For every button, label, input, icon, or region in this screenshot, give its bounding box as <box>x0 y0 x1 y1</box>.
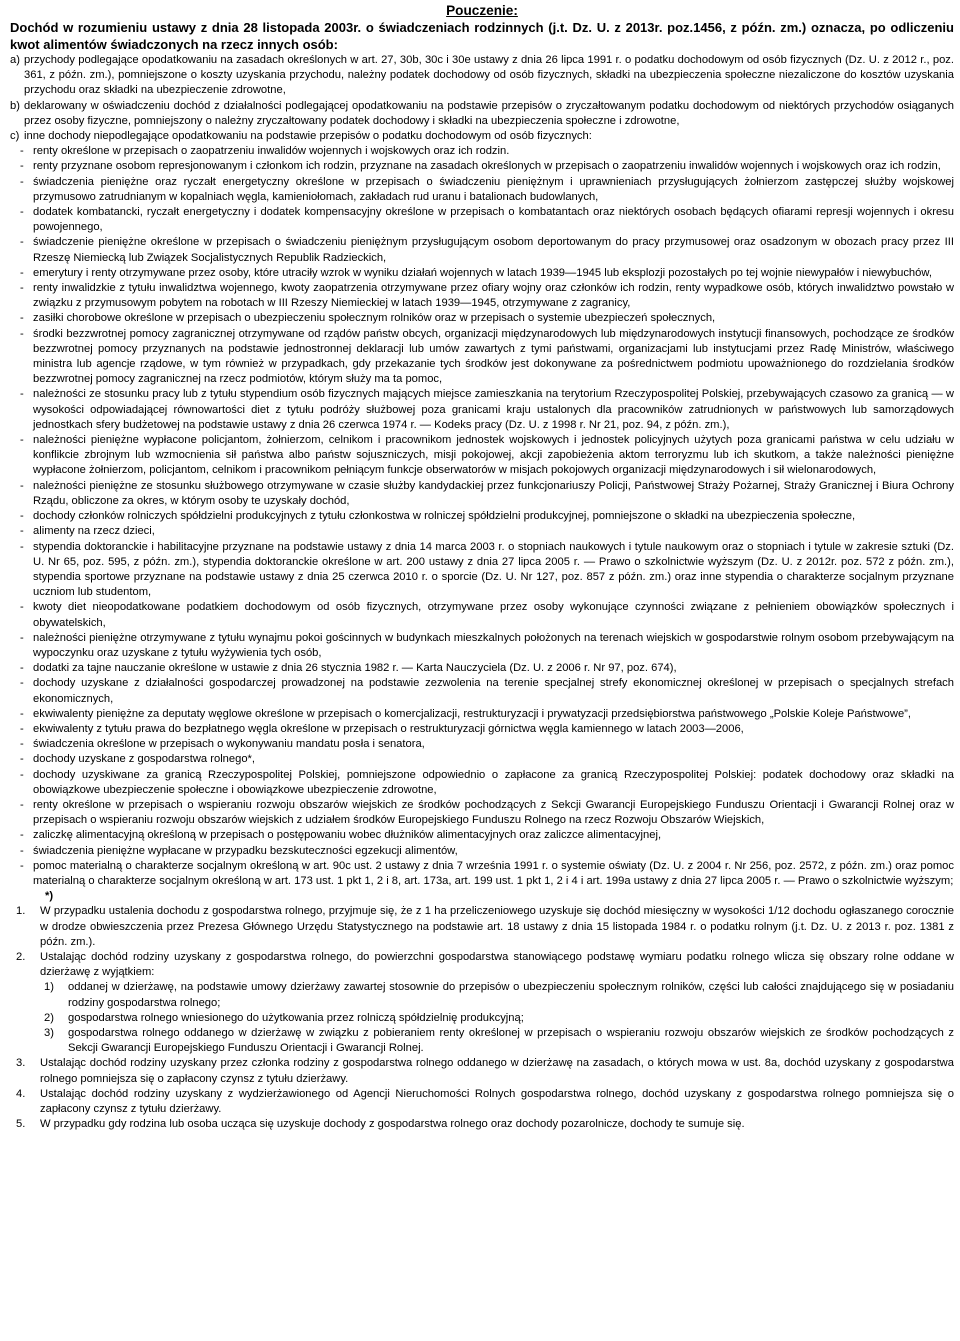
numbered-paragraph-marker: 2. <box>16 950 26 963</box>
definition-intro <box>10 19 954 53</box>
income-list-item-marker: - <box>20 388 24 401</box>
income-list-item <box>10 175 954 205</box>
definition-item-marker: a) <box>10 54 20 66</box>
income-list-item-text: zasiłki chorobowe określone w przepisach o ubezpieczeniu społecznym rolników oraz w przepisach o systemie ubezpieczeń społecznych, <box>33 312 716 325</box>
income-list-item <box>10 828 954 843</box>
income-list-item-text: ekwiwalenty z tytułu prawa do bezpłatnego węgla określone w przepisach o restrukturyzacji górnictwa węgla kamiennego w latach 2003—2006, <box>33 722 744 735</box>
income-list-item-marker: - <box>20 175 24 188</box>
income-list-item-text: świadczenia pieniężne oraz ryczałt energetyczny określone w przepisach o świadczeniu pieniężnym i uprawnieniach przysługujących żołnierzom zastępczej służby wojskowej przymusowo zatrudnianym w kopalniach węgla, kamieniołomach, zakładach rud uranu i batalionach budowlanych, <box>33 175 954 203</box>
exception-item-marker: 2) <box>44 1011 54 1024</box>
numbered-paragraph-marker: 1. <box>16 905 26 918</box>
exception-item-marker: 1) <box>44 981 54 994</box>
exception-item-text: oddanej w dzierżawę, na podstawie umowy dzierżawy zawartej stosownie do przepisów o ubezpieczeniu społecznym rolników, części lub całości znajdującego się w posiadaniu rodziny gospodarstwa rolnego; <box>68 981 954 1009</box>
exception-item <box>10 1011 954 1026</box>
income-list-item-text: pomoc materialną o charakterze socjalnym określoną w art. 90c ust. 2 ustawy z dnia 7 września 1991 r. o systemie oświaty (Dz. U. z 2004 r. Nr 256, poz. 2572, z późn. zm.) oraz pomoc materialną o charakterze socjalnym określoną w art. 173 ust. 1 pkt 1, 2 i 8, art. 173a, art. 199 ust. 1 pkt 1, 2 i 4 i art. 199a ustawy z dnia 27 lipca 2005 r. — Prawo o szkolnictwie wyższym; <box>33 859 954 887</box>
income-list-item <box>10 752 954 767</box>
income-list-item-marker: - <box>20 844 24 857</box>
income-list-item-marker: - <box>20 479 24 492</box>
numbered-paragraph <box>10 1087 954 1117</box>
income-list-item-text: dochody uzyskane z gospodarstwa rolnego*, <box>33 753 256 766</box>
numbered-paragraph-marker: 3. <box>16 1057 26 1070</box>
income-list-item-marker: - <box>20 753 24 766</box>
income-list-item-text: ekwiwalenty pieniężne za deputaty węglowe określone w przepisach o komercjalizacji, restrukturyzacji i prywatyzacji przedsiębiorstwa państwowego „Polskie Koleje Państwowe”, <box>33 707 911 720</box>
definition-item-marker: c) <box>10 130 20 143</box>
income-list-item-marker: - <box>20 434 24 447</box>
income-list-item <box>10 540 954 601</box>
income-list-item <box>10 433 954 479</box>
income-list-item <box>10 859 954 889</box>
definition-item-text: deklarowany w oświadczeniu dochód z działalności podlegającej opodatkowaniu na podstawie przepisów o zryczałtowanym podatku dochodowym od niektórych przychodów osiąganych przez osoby fizyczne, pomniejszony o należny zryczałtowany podatek dochodowy i składki na ubezpieczenia społeczne i zdrowotne, <box>24 99 954 127</box>
definition-item <box>10 99 954 129</box>
income-list-item-text: należności ze stosunku pracy lub z tytułu stypendium osób fizycznych mających miejsce zamieszkania na terytorium Rzeczypospolitej Polskiej, przebywających czasowo za granicą — w wysokości odpowiadającej równowartości diet z tytułu podróży służbowej poza granicami kraju ustalonych dla pracowników zatrudnionych w państwowych lub samorządowych jednostkach sfery budżetowej na podstawie ustawy z dnia 26 czerwca 1974 r. — Kodeks pracy (Dz. U. z 1998 r. Nr 21, poz. 94, z późn. zm.), <box>33 388 954 431</box>
income-list-item-text: zaliczkę alimentacyjną określoną w przepisach o postępowaniu wobec dłużników alimentacyjnych oraz zaliczce alimentacyjnej, <box>33 829 662 842</box>
definition-item-text: inne dochody niepodlegające opodatkowaniu na podstawie przepisów o podatku dochodowym od osób fizycznych: <box>24 130 592 143</box>
income-list-item-marker: - <box>20 601 24 614</box>
income-list-item-text: środki bezzwrotnej pomocy zagranicznej otrzymywane od rządów państw obcych, organizacji międzynarodowych lub międzynarodowych instytucji finansowych, pochodzące ze środków bezzwrotnej pomocy przyznanych na podstawie jednostronnej deklaracji lub umów zawartych z tymi państwami, organizacjami lub instytucjami przez Radę Ministrów, właściwego ministra lub agencje rządowe, w tym również w przypadkach, gdy przekazanie tych środków jest dokonywane za pośrednictwem podmiotu upoważnionego do rozdzielania środków bezzwrotnej pomocy zagranicznej na rzecz podmiotów, którym służy ma ta pomoc, <box>33 327 954 386</box>
exception-item <box>10 1026 954 1056</box>
income-list-item-marker: - <box>20 236 24 249</box>
income-list-item-text: renty określone w przepisach o wspieraniu rozwoju obszarów wiejskich ze środków pochodzących z Sekcji Gwarancji Europejskiego Funduszu Orientacji i Gwarancji Rolnej oraz w przepisach o wspieraniu rozwoju obszarów wiejskich z udziałem środków Europejskiego Funduszu Rolnego na rzecz Rozwoju Obszarów Wiejskich, <box>33 798 954 827</box>
income-list-item-marker: - <box>20 312 24 325</box>
income-list-item-marker: - <box>20 525 24 538</box>
income-list-item-text: stypendia doktoranckie i habilitacyjne przyznane na podstawie ustawy z dnia 14 marca 2003 r. o stopniach naukowych i tytule naukowym oraz o stopniach i tytule w zakresie sztuki (Dz. U. Nr 65, poz. 595, z późn. zm.), stypendia doktoranckie określone w art. 200 ustawy z dnia 27 lipca 2005 r. — Prawo o szkolnictwie wyższym (Dz. U. z 2012r. poz. 572 z późn. zm.), stypendia sportowe przyznane na podstawie ustawy z dnia 25 czerwca 2010 r. o sporcie (Dz. U. Nr 127, poz. 857 z późn. zm.) oraz inne stypendia o charakterze socjalnym przyznane uczniom lub studentom, <box>33 540 954 599</box>
page-title: Pouczenie: <box>446 3 518 18</box>
income-list-item-marker: - <box>20 160 24 173</box>
income-list-item-marker: - <box>20 738 24 751</box>
income-list-item <box>10 327 954 388</box>
numbered-paragraph-marker: 5. <box>16 1118 26 1131</box>
income-list-item-marker: - <box>20 798 24 811</box>
income-list-item-marker: - <box>20 768 24 781</box>
income-list-item <box>10 281 954 311</box>
income-list-item-text: emerytury i renty otrzymywane przez osoby, które utraciły wzrok w wyniku działań wojennych w latach 1939—1945 lub eksplozji pozostałych po tej wojnie niewypałów i niewybuchów, <box>33 266 932 279</box>
income-list-item-text: kwoty diet nieopodatkowane podatkiem dochodowym od osób fizycznych, otrzymywane przez osoby wykonujące czynności związane z pełnieniem obowiązków społecznych i obywatelskich, <box>33 601 954 629</box>
income-list-item-text: świadczenia pieniężne wypłacane w przypadku bezskuteczności egzekucji alimentów, <box>33 844 458 857</box>
income-list-item-text: renty określone w przepisach o zaopatrzeniu inwalidów wojennych i wojskowych oraz ich rodzin. <box>33 145 510 158</box>
definition-item <box>10 129 954 144</box>
numbered-paragraph-text: W przypadku ustalenia dochodu z gospodarstwa rolnego, przyjmuje się, że z 1 ha przeliczeniowego uzyskuje się dochód miesięczny w wysokości 1/12 dochodu ogłaszanego corocznie w drodze obwieszczenia przez Prezesa Głównego Urzędu Statystycznego na podstawie art. 18 ustawy z dnia 15 listopada 1984 r. o podatku rolnym (j.t. Dz. U. z 2013 r. poz. 1381 z późn. zm.). <box>40 905 954 948</box>
footnote-marker: *) <box>45 890 54 903</box>
income-list-item <box>10 235 954 265</box>
numbered-paragraph-text: W przypadku gdy rodzina lub osoba ucząca się uzyskuje dochody z gospodarstwa rolnego oraz dochody pozarolnicze, dochody te sumuje się. <box>40 1118 745 1131</box>
income-list-item-text: należności pieniężne otrzymywane z tytułu wynajmu pokoi gościnnych w budynkach mieszkalnych położonych na terenach wiejskich w gospodarstwie rolnym osobom przebywającym na wypoczynku oraz uzyskane z tytułu wyżywienia tych osób, <box>33 631 954 659</box>
income-list-item <box>10 311 954 326</box>
income-list-item <box>10 631 954 661</box>
income-list-item-text: alimenty na rzecz dzieci, <box>33 525 155 538</box>
definition-item-marker: b) <box>10 99 20 112</box>
income-list-item-text: należności pieniężne wypłacone policjantom, żołnierzom, celnikom i pracownikom jednostek wojskowych i jednostek policyjnych użytych poza granicami państwa w celu udziału w konflikcie zbrojnym lub wzmocnienia sił państwa albo państw sojuszniczych, misji pokojowej, akcji zapobieżenia aktom terroryzmu lub ich skutkom, a także należności pieniężne wypłacone żołnierzom, policjantom, celnikom i pracownikom pełniącym funkcje obserwatorów w misjach pokojowych organizacji międzynarodowych i sił wielonarodowych, <box>33 434 954 477</box>
income-list-item <box>10 509 954 524</box>
income-list-item-marker: - <box>20 662 24 675</box>
document-body <box>10 53 954 1132</box>
income-list-item <box>10 844 954 859</box>
income-list-item <box>10 600 954 630</box>
income-list-item <box>10 144 954 159</box>
income-list-item-marker: - <box>20 677 24 690</box>
numbered-paragraph <box>10 1117 954 1132</box>
income-list-item-text: dochody członków rolniczych spółdzielni produkcyjnych z tytułu członkostwa w rolniczej spółdzielni produkcyjnej, pomniejszone o składki na ubezpieczenia społeczne, <box>33 510 856 523</box>
income-list-item <box>10 737 954 752</box>
income-list-item-marker: - <box>20 631 24 644</box>
income-list-item-marker: - <box>20 510 24 523</box>
exception-item-text: gospodarstwa rolnego oddanego w dzierżawę w związku z pobieraniem renty określonej w przepisach o wspieraniu rozwoju obszarów wiejskich ze środków pochodzących z Sekcji Gwarancji Europejskiego Funduszu Orientacji i Gwarancji Rolnej. <box>68 1027 954 1055</box>
income-list-item <box>10 707 954 722</box>
income-list-item <box>10 722 954 737</box>
income-list-item <box>10 205 954 235</box>
exception-item-text: gospodarstwa rolnego wniesionego do użytkowania przez rolniczą spółdzielnię produkcyjną; <box>68 1011 524 1024</box>
income-list-item-marker: - <box>20 266 24 279</box>
income-list-item-text: dodatki za tajne nauczanie określone w ustawie z dnia 26 stycznia 1982 r. — Karta Nauczyciela (Dz. U. z 2006 r. Nr 97, poz. 674), <box>33 662 677 675</box>
numbered-paragraph <box>10 950 954 980</box>
document-page <box>0 2 960 1341</box>
income-list-item-marker: - <box>20 327 24 340</box>
income-list-item-marker: - <box>20 707 24 720</box>
income-list-item <box>10 266 954 281</box>
income-list-item <box>10 479 954 509</box>
income-list-item-text: świadczenie pieniężne określone w przepisach o świadczeniu pieniężnym przysługującym osobom deportowanym do pracy przymusowej oraz osadzonym w obozach pracy przez III Rzeszę Niemiecką lub Związek Socjalistycznych Republik Radzieckich, <box>33 236 954 264</box>
income-list-item <box>10 524 954 539</box>
income-list-item <box>10 798 954 828</box>
income-list-item-marker: - <box>20 829 24 842</box>
definition-item-text: przychody podlegające opodatkowaniu na zasadach określonych w art. 27, 30b, 30c i 30e ustawy z dnia 26 lipca 1991 r. o podatku dochodowym od osób fizycznych (Dz. U. z 2012 r., poz. 361, z późn. zm.), pomniejszone o koszty uzyskania przychodu, należny podatek dochodowy od osób fizycznych, składki na ubezpieczenia społeczne niezaliczone do kosztów uzyskania przychodu oraz składki na ubezpieczenie zdrowotne, <box>24 54 954 97</box>
income-list-item <box>10 768 954 798</box>
income-list-item-marker: - <box>20 722 24 735</box>
numbered-paragraph <box>10 1056 954 1086</box>
numbered-paragraph-text: Ustalając dochód rodziny uzyskany przez członka rodziny z gospodarstwa rolnego oddanego w dzierżawę na zasadach, o których mowa w ust. 8a, dochód uzyskany z gospodarstwa rolnego pomniejsza się o zapłacony czynsz z tytułu dzierżawy. <box>40 1057 954 1085</box>
income-list-item-marker: - <box>20 282 24 295</box>
income-list-item-marker: - <box>20 145 24 158</box>
income-list-item <box>10 387 954 433</box>
income-list-item-text: świadczenia określone w przepisach o wykonywaniu mandatu posła i senatora, <box>33 738 425 751</box>
numbered-paragraph-text: Ustalając dochód rodziny uzyskany z wydzierżawionego od Agencji Nieruchomości Rolnych gospodarstwa rolnego, dochód uzyskany z gospodarstwa rolnego pomniejsza się o zapłacony czynsz z tytułu dzierżawy. <box>40 1087 954 1116</box>
income-list-item-text: renty przyznane osobom represjonowanym i członkom ich rodzin, przyznane na zasadach określonych w przepisach o zaopatrzeniu inwalidów wojennych i wojskowych oraz ich rodzin, <box>33 160 941 173</box>
income-list-item-marker: - <box>20 206 24 219</box>
numbered-paragraph-text: Ustalając dochód rodziny uzyskany z gospodarstwa rolnego, do powierzchni gospodarstwa stanowiącego podstawę wymiaru podatku rolnego wlicza się obszary rolne oddane w dzierżawę z wyjątkiem: <box>40 950 954 979</box>
numbered-paragraph <box>10 904 954 950</box>
intro-text: Dochód w rozumieniu ustawy z dnia 28 listopada 2003r. o świadczeniach rodzinnych (j.t. Dz. U. z 2013r. poz.1456, z późn. zm.) oznacza, po odliczeniu kwot alimentów świadczonych na rzecz innych osób: <box>10 20 954 52</box>
income-list-item <box>10 661 954 676</box>
income-list-item-text: dochody uzyskiwane za granicą Rzeczypospolitej Polskiej, pomniejszone odpowiednio o zapłacone za granicą Rzeczypospolitej Polskiej: podatek dochodowy oraz składki na obowiązkowe ubezpieczenie społeczne i obowiązkowe ubezpieczenie zdrowotne, <box>33 768 954 796</box>
income-list-item-text: należności pieniężne ze stosunku służbowego otrzymywane w czasie służby kandydackiej przez funkcjonariuszy Policji, Państwowej Straży Pożarnej, Straży Granicznej i Biura Ochrony Rządu, obliczone za okres, w którym osoby te uzyskały dochód, <box>33 479 954 507</box>
income-list-item-marker: - <box>20 540 24 553</box>
exception-item-marker: 3) <box>44 1027 54 1039</box>
exception-item <box>10 980 954 1010</box>
definition-item <box>10 53 954 99</box>
numbered-paragraph-marker: 4. <box>16 1087 26 1100</box>
income-list-item <box>10 159 954 174</box>
income-list-item <box>10 676 954 706</box>
income-list-item-text: renty inwalidzkie z tytułu inwalidztwa wojennego, kwoty zaopatrzenia otrzymywane przez ofiary wojny oraz członków ich rodzin, renty wypadkowe osób, których inwalidztwo powstało w związku z przymusowym pobytem na robotach w III Rzeszy Niemieckiej w latach 1939—1945, otrzymywane z zagranicy, <box>33 282 954 310</box>
income-list-item-text: dochody uzyskane z działalności gospodarczej prowadzonej na podstawie zezwolenia na terenie specjalnej strefy ekonomicznej określonej w przepisach o specjalnych strefach ekonomicznych, <box>33 677 954 705</box>
income-list-item-marker: - <box>20 859 24 872</box>
income-list-item-text: dodatek kombatancki, ryczałt energetyczny i dodatek kompensacyjny określone w przepisach o kombatantach oraz niektórych osobach będących ofiarami represji wojennych i okresu powojennego, <box>33 206 954 234</box>
